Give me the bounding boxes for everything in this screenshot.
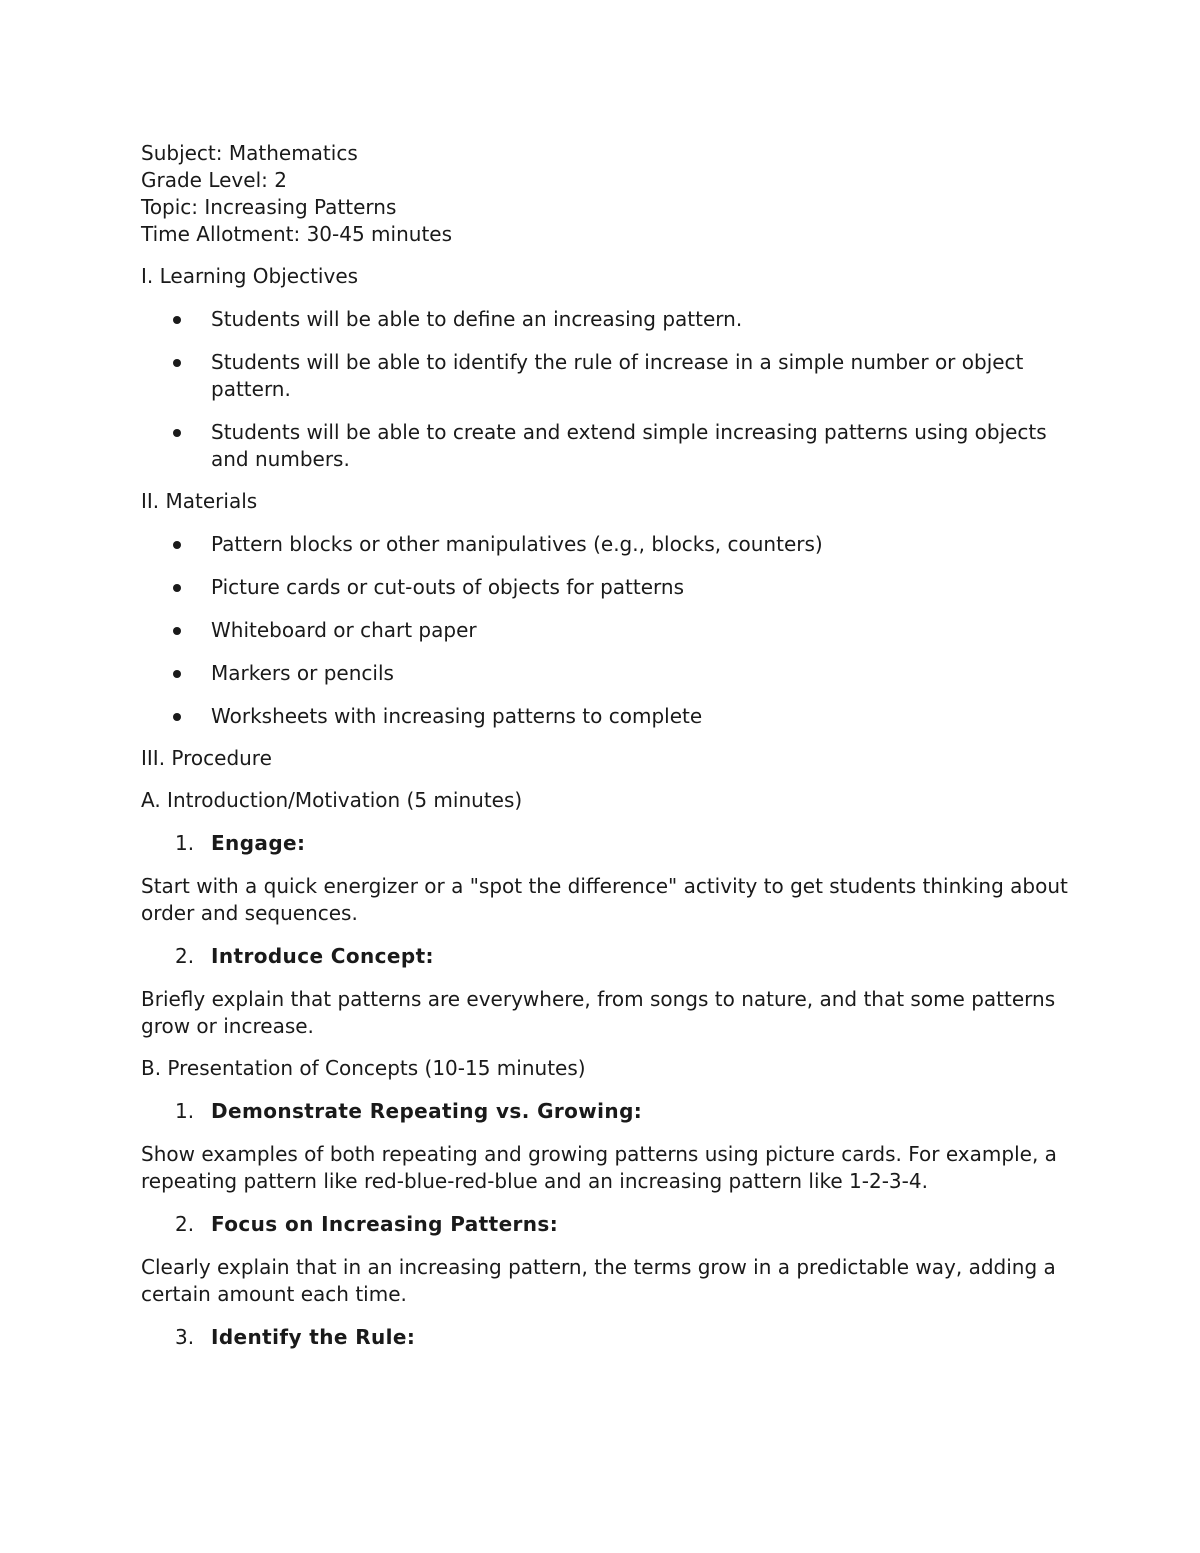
step-number: 1. [175, 1099, 195, 1123]
bullet-icon [173, 713, 181, 721]
bullet-icon [173, 316, 181, 324]
grade-line: Grade Level: 2 [141, 168, 287, 192]
subject-line: Subject: Mathematics [141, 141, 358, 165]
bullet-icon [173, 429, 181, 437]
bullet-icon [173, 627, 181, 635]
list-item [141, 419, 1071, 473]
list-item [141, 349, 1071, 403]
step-body: Show examples of both repeating and growing patterns using picture cards. For example, a repeating pattern like red-blue-red-blue and an increasing pattern like 1-2-3-4. [141, 1142, 1057, 1193]
materials-heading: II. Materials [141, 489, 258, 513]
step-number: 1. [175, 831, 195, 855]
bullet-icon [173, 584, 181, 592]
bullet-icon [173, 541, 181, 549]
procedure-step [141, 1324, 1071, 1351]
step-body: Clearly explain that in an increasing pattern, the terms grow in a predictable way, adding a certain amount each time. [141, 1255, 1056, 1306]
list-item [141, 531, 1071, 558]
step-body: Start with a quick energizer or a "spot the difference" activity to get students thinking about order and sequences. [141, 874, 1068, 925]
step-label: Identify the Rule: [211, 1325, 416, 1349]
step-body: Briefly explain that patterns are everywhere, from songs to nature, and that some patterns grow or increase. [141, 987, 1056, 1038]
list-item [141, 306, 1071, 333]
step-number: 3. [175, 1325, 195, 1349]
procedure-step [141, 830, 1071, 857]
step-label: Introduce Concept: [211, 944, 434, 968]
list-item-text: Whiteboard or chart paper [211, 618, 477, 642]
list-item-text: Markers or pencils [211, 661, 394, 685]
time-line: Time Allotment: 30-45 minutes [141, 222, 453, 246]
list-item [141, 703, 1071, 730]
list-item-text: Picture cards or cut-outs of objects for patterns [211, 575, 684, 599]
list-item [141, 574, 1071, 601]
bullet-icon [173, 670, 181, 678]
objectives-list [141, 306, 1071, 473]
presentation-heading: B. Presentation of Concepts (10-15 minutes) [141, 1056, 586, 1080]
document-page [141, 140, 1071, 1351]
step-label: Engage: [211, 831, 306, 855]
list-item-text: Pattern blocks or other manipulatives (e.g., blocks, counters) [211, 532, 823, 556]
list-item-text: Students will be able to identify the rule of increase in a simple number or object pattern. [211, 350, 1024, 401]
intro-heading: A. Introduction/Motivation (5 minutes) [141, 788, 523, 812]
step-number: 2. [175, 1212, 195, 1236]
topic-line: Topic: Increasing Patterns [141, 195, 397, 219]
step-number: 2. [175, 944, 195, 968]
bullet-icon [173, 359, 181, 367]
procedure-step [141, 1211, 1071, 1238]
list-item [141, 660, 1071, 687]
list-item [141, 617, 1071, 644]
step-label: Demonstrate Repeating vs. Growing: [211, 1099, 643, 1123]
materials-list [141, 531, 1071, 730]
procedure-heading: III. Procedure [141, 746, 272, 770]
list-item-text: Students will be able to define an increasing pattern. [211, 307, 743, 331]
objectives-heading: I. Learning Objectives [141, 264, 359, 288]
procedure-step [141, 1098, 1071, 1125]
list-item-text: Students will be able to create and extend simple increasing patterns using objects and numbers. [211, 420, 1047, 471]
list-item-text: Worksheets with increasing patterns to complete [211, 704, 703, 728]
procedure-step [141, 943, 1071, 970]
step-label: Focus on Increasing Patterns: [211, 1212, 559, 1236]
